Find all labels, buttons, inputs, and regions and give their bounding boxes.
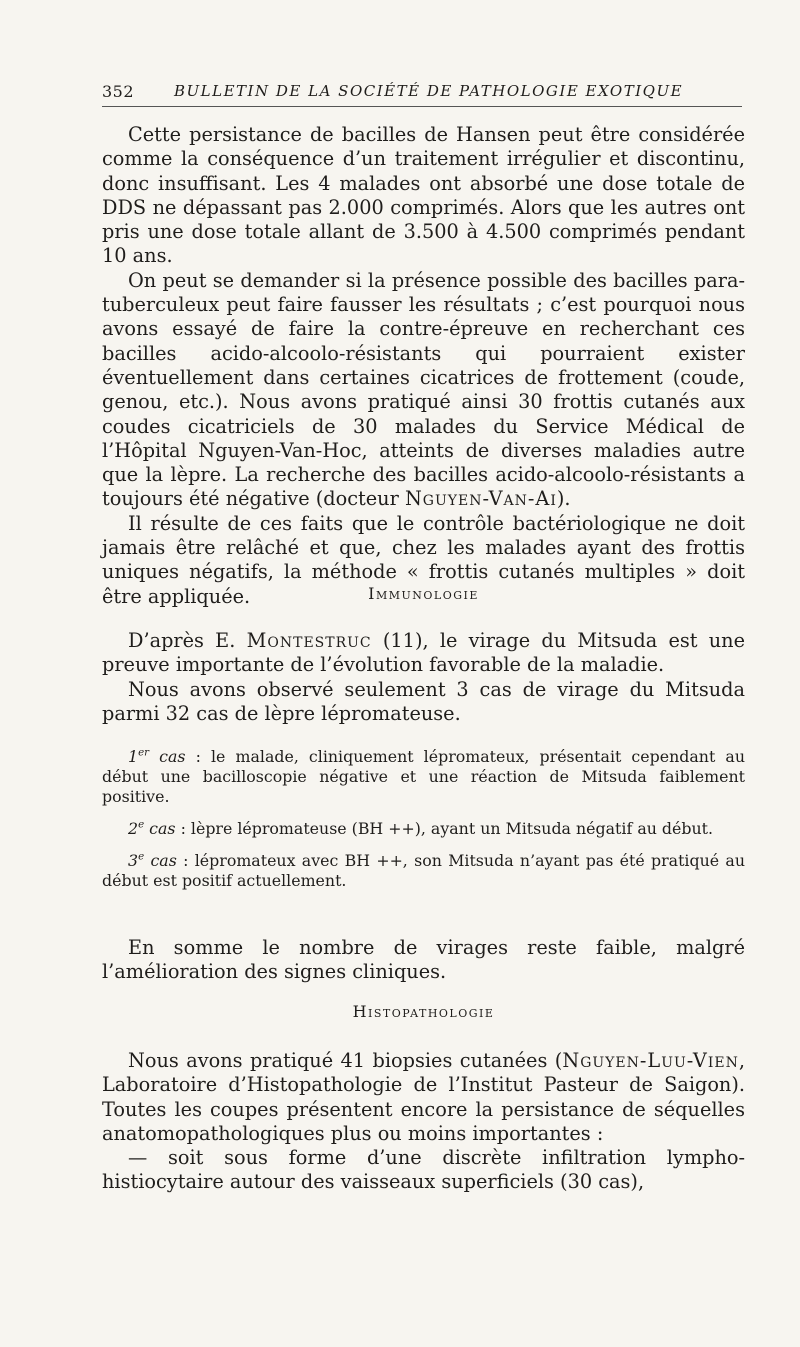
case-text: : le malade, cliniquement lépromateux, présentait cependant au début une bacilloscopie négative et une réaction de Mitsuda faiblement positive. [102,747,745,806]
case-number: 2 [128,819,139,838]
paragraph-text: Nous avons pratiqué 41 biopsies cutanées ( [128,1049,563,1072]
page-number: 352 [102,82,135,101]
paragraph-controle: Il résulte de ces faits que le contrôle bactériologique ne doit jamais être relâché et que, chez les malades ayant des frottis uniques négatifs, la méthode « frottis cutanés multiples » doit être appliquée. [102,511,745,608]
case-number: 1 [128,747,139,766]
case-2 [102,819,745,839]
paragraph-text: (11), le virage du Mitsuda est une preuve importante de l’évolution favorable de la maladie. [102,629,745,677]
page-header [102,80,742,107]
author-name: Montestruc [246,629,372,652]
section-bacilles [102,123,745,609]
paragraph-virage: Nous avons observé seulement 3 cas de virage du Mitsuda parmi 32 cas de lèpre lépromateuse. [102,677,745,725]
paragraph-persistance: Cette persistance de bacilles de Hansen peut être considérée comme la conséquence d’un traitement irrégulier et discontinu, donc insuffisant. Les 4 malades ont absorbé une dose totale de DDS ne dépassant pas 2.000 comprimés. Alors que les autres ont pris une dose totale allant de 3.500 à 4.500 comprimés pendant 10 ans. [102,123,745,268]
case-ordinal: e [138,850,145,863]
section-immunologie [102,629,745,726]
author-name: Nguyen-Van-Ai [404,487,557,511]
case-number: 3 [128,851,139,870]
case-ordinal: er [138,746,150,759]
case-list [102,747,745,891]
paragraph-biopsies [102,1049,745,1146]
case-text: : lépromateux avec BH ++, son Mitsuda n’ayant pas été pratiqué au début est positif actuellement. [102,851,745,890]
paragraph-montestruc [102,629,745,678]
paragraph-somme: En somme le nombre de virages reste faible, malgré l’amélioration des signes cliniques. [102,936,745,984]
section-heading-histopathologie: Histopathologie [352,1002,495,1021]
case-label: cas [149,747,186,766]
section-heading-immunologie: Immunologie [368,584,479,603]
case-label: cas [144,851,177,870]
case-ordinal: e [138,818,145,831]
case-text: : lèpre lépromateuse (BH ++), ayant un Mitsuda négatif au début. [175,819,714,838]
author-name: Nguyen-Luu-Vien [562,1049,739,1072]
case-label: cas [144,819,176,838]
running-title: BULLETIN DE LA SOCIÉTÉ DE PATHOLOGIE EXOTIQUE [174,82,684,100]
paragraph-contre-epreuve [102,269,745,512]
paragraph-text: , Laboratoire d’Histopathologie de l’Institut Pasteur de Saigon). Toutes les coupes présentent encore la persistance de séquelles anatomopathologiques plus ou moins importantes : [102,1049,745,1145]
case-1 [102,747,745,807]
paragraph-somme-container [102,936,745,985]
paragraph-text: ). [556,487,571,511]
section-histopathologie [102,1049,745,1195]
paragraph-text: On peut se demander si la présence possible des bacilles para-tuberculeux peut faire fausser les résultats ; c’est pourquoi nous avons essayé de faire la contre-épreuve en recherchant ces bacilles acido-alcoolo-résistants qui pourraient exister éventuellement dans certaines cicatrices de frottement (coude, genou, etc.). Nous avons pratiqué ainsi 30 frottis cutanés aux coudes cicatriciels de 30 malades du Service Médical de l’Hôpital Nguyen-Van-Hoc, atteints de diverses maladies autre que la lèpre. La recherche des bacilles acido-alcoolo-résistants a toujours été négative (docteur [102,268,745,511]
case-3 [102,851,745,891]
paragraph-text: D’après E. [128,629,247,652]
paragraph-infiltration: — soit sous forme d’une discrète infiltration lympho-histiocytaire autour des vaisseaux superficiels (30 cas), [102,1146,745,1194]
